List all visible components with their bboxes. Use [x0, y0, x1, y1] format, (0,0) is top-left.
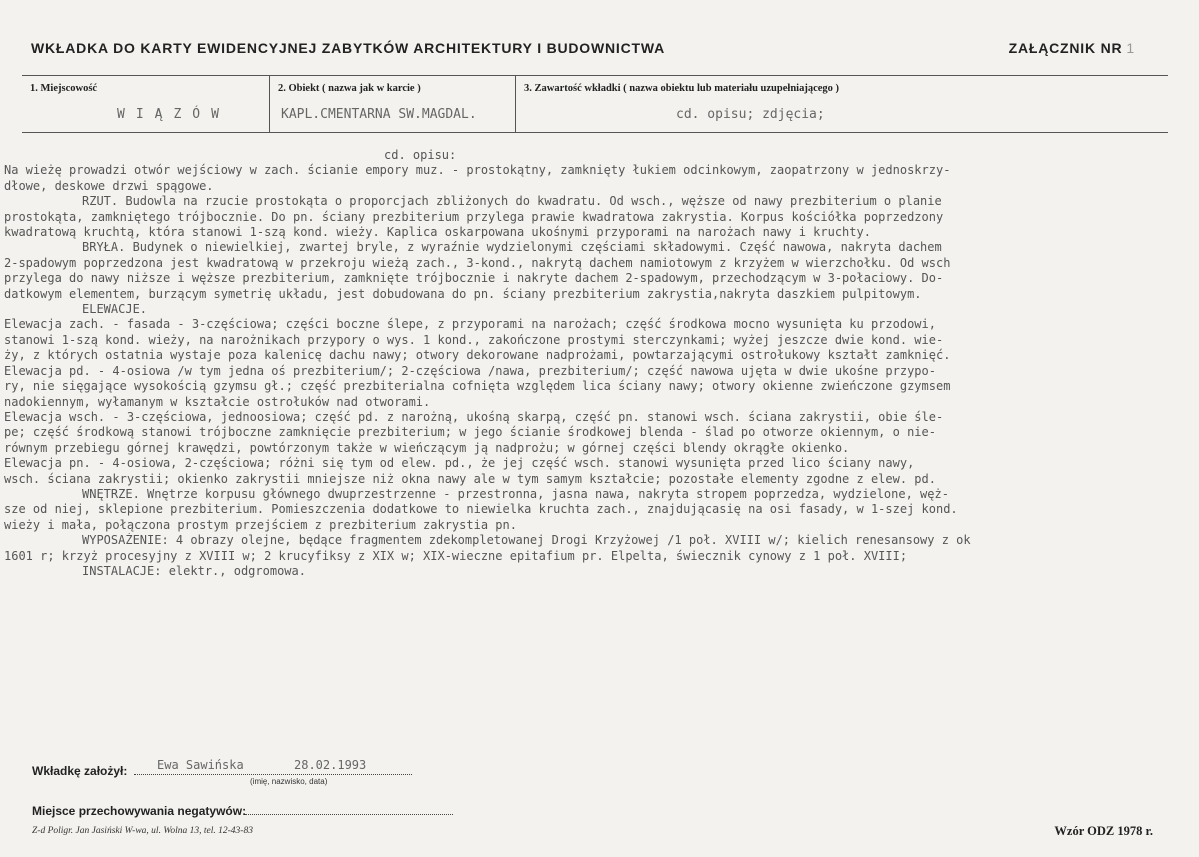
locality-label: 1. Miejscowość — [30, 83, 98, 94]
content-label: 3. Zawartość wkładki ( nazwa obiektu lub materiału uzupełniającego ) — [524, 83, 840, 94]
text-line: cd. opisu: — [384, 148, 457, 162]
annex-number: 1 — [1126, 40, 1135, 56]
text-line: dłowe, deskowe drzwi spągowe. — [4, 178, 214, 193]
text-line: stanowi 1-szą kond. wieży, na narożnikach przypory o wys. 1 kond., zakończone prostymi sterczynkami; wyżej jeszcze dwie kond. wie- — [4, 332, 944, 347]
document-title: WKŁADKA DO KARTY EWIDENCYJNEJ ZABYTKÓW ARCHITEKTURY I BUDOWNICTWA — [31, 40, 666, 56]
text-line: ELEWACJE. — [82, 302, 148, 317]
negatives-row — [32, 802, 452, 820]
text-line: Elewacja wsch. - 3-częściowa, jednoosiowa; część pd. z narożną, ukośną skarpą, część pn. stanowi wsch. ściana zakrystii, obie śle- — [4, 409, 944, 424]
text-line: prostokąta, zamkniętego trójbocznie. Do pn. ściany prezbiterium przylega prawie kwadratowa zakrystia. Korpus kościółka poprzedzony — [4, 209, 944, 224]
text-line: RZUT. Budowla na rzucie prostokąta o proporcjach zbliżonych do kwadratu. Od wsch., węższe od nawy prezbiterium o planie — [82, 194, 942, 209]
content-value: cd. opisu; zdjęcia; — [676, 107, 825, 122]
object-field — [270, 76, 516, 132]
header-fields — [22, 75, 1168, 133]
negatives-label: Miejsce przechowywania negatywów: — [32, 804, 247, 818]
object-value: KAPL.CMENTARNA SW.MAGDAL. — [281, 107, 477, 122]
text-line: Elewacja zach. - fasada - 3-częściowa; części boczne ślepe, z przyporami na narożach; część środkowa mocno wysunięta ku przodowi, — [4, 317, 936, 332]
text-line: datkowym elementem, burzącym symetrię układu, jest dobudowana do pn. ściany prezbiterium zakrystia,nakryta daszkiem pulpitowym. — [4, 286, 922, 301]
text-line: WYPOSAŻENIE: 4 obrazy olejne, będące fragmentem zdekompletowanej Drogi Krzyżowej /1 poł. XVIII w/; kielich renesansowy z ok — [82, 533, 971, 548]
author-name: Ewa Sawińska — [157, 758, 244, 772]
text-line: 1601 r; krzyż procesyjny z XVIII w; 2 krucyfiksy z XIX w; XIX-wieczne epitafium pr. Elpelta, świecznik cynowy z 1 poł. XVIII; — [4, 548, 908, 563]
form-model: Wzór ODZ 1978 r. — [1054, 824, 1153, 838]
text-line: Elewacja pn. - 4-osiowa, 2-częściowa; różni się tym od elew. pd., że jej część wsch. stanowi wysunięta przed lico ściany nawy, — [4, 456, 915, 471]
text-line: 2-spadowym poprzedzona jest kwadratową w przekroju wieżą zach., 3-kond., nakrytą dachem namiotowym z krzyżem w wierzchołku. Od wsch — [4, 255, 951, 270]
text-line: równym przebiegu górnej krawędzi, powtórzonym także w wieńczącym ją nadprożu; w górnej części blendy okrągłe okienko. — [4, 440, 850, 455]
text-line: wieży i mała, połączona prostym przejściem z prezbiterium zakrystia pn. — [4, 517, 517, 532]
author-label: Wkładkę założył: — [32, 764, 128, 778]
locality-field — [22, 76, 270, 132]
annex-label-text: ZAŁĄCZNIK NR — [1008, 40, 1123, 56]
text-line: ży, z których ostatnia wystaje poza kalenicę dachu nawy; otwory dekorowane nadprożami, powtarzającymi ostrołukowy kształt zamknięć. — [4, 348, 951, 363]
printer-imprint: Z-d Poligr. Jan Jasiński W-wa, ul. Wolna 13, tel. 12-43-83 — [32, 826, 253, 836]
text-line: wsch. ściana zakrystii; okienko zakrystii mniejsze niż okna nawy ale w tym samym kształcie; pozostałe elementy zgodne z elew. pd. — [4, 471, 936, 486]
content-field — [516, 76, 1168, 132]
annex-label — [1009, 40, 1135, 56]
locality-value: WIĄZÓW — [117, 107, 230, 122]
text-line: ry, nie sięgające wysokością gzymsu gł.; część prezbiterialna cofnięta względem lica ściany nawy; otwory okienne zwieńczone gzymsem — [4, 379, 951, 394]
author-hint: (imię, nazwisko, data) — [250, 777, 328, 786]
text-line: INSTALACJE: elektr., odgromowa. — [82, 563, 306, 578]
text-line: WNĘTRZE. Wnętrze korpusu głównego dwuprzestrzenne - przestronna, jasna nawa, nakryta stropem poprzedza, wydzielone, węż- — [82, 486, 949, 501]
text-line: nadokiennym, wyłamanym w kształcie ostrołuków nad otworami. — [4, 394, 431, 409]
author-date: 28.02.1993 — [294, 758, 367, 772]
text-line: sze od niej, sklepione prezbiterium. Pomieszczenia dodatkowe to niewielka kruchta zach., znajdującasię na osi fasady, w 1-szej kond. — [4, 502, 958, 517]
object-label: 2. Obiekt ( nazwa jak w karcie ) — [278, 83, 421, 94]
text-line: pe; część środkową stanowi trójboczne zamknięcie prezbiterium; w jego ścianie środkowej blenda - ślad po otworze okiennym, o nie- — [4, 425, 936, 440]
author-row — [32, 758, 412, 788]
text-line: Elewacja pd. - 4-osiowa /w tym jedna oś prezbiterium/; 2-częściowa /nawa, prezbiterium/; część nawowa ujęta w dwie ukośne przypo- — [4, 363, 936, 378]
text-line: Na wieżę prowadzi otwór wejściowy w zach. ścianie empory muz. - prostokątny, zamknięty łukiem odcinkowym, zaopatrzony w jednoskrzy- — [4, 163, 951, 178]
description-text — [4, 148, 1194, 579]
text-line: przylega do nawy niższe i węższe prezbiterium, zamknięte trójbocznie i nakryte dachem 2-spadowym, przechodzącym w 3-połaciowy. Do- — [4, 271, 944, 286]
negatives-dotted-line — [245, 814, 453, 815]
text-line: kwadratową kruchtą, która stanowi 1-szą kond. wieży. Kaplica oskarpowana ukośnymi przyporami na narożach nawy i kruchty. — [4, 225, 871, 240]
author-dotted-line — [134, 774, 412, 775]
text-line: BRYŁA. Budynek o niewielkiej, zwartej bryle, z wyraźnie wydzielonymi częściami składowymi. Część nawowa, nakryta dachem — [82, 240, 942, 255]
